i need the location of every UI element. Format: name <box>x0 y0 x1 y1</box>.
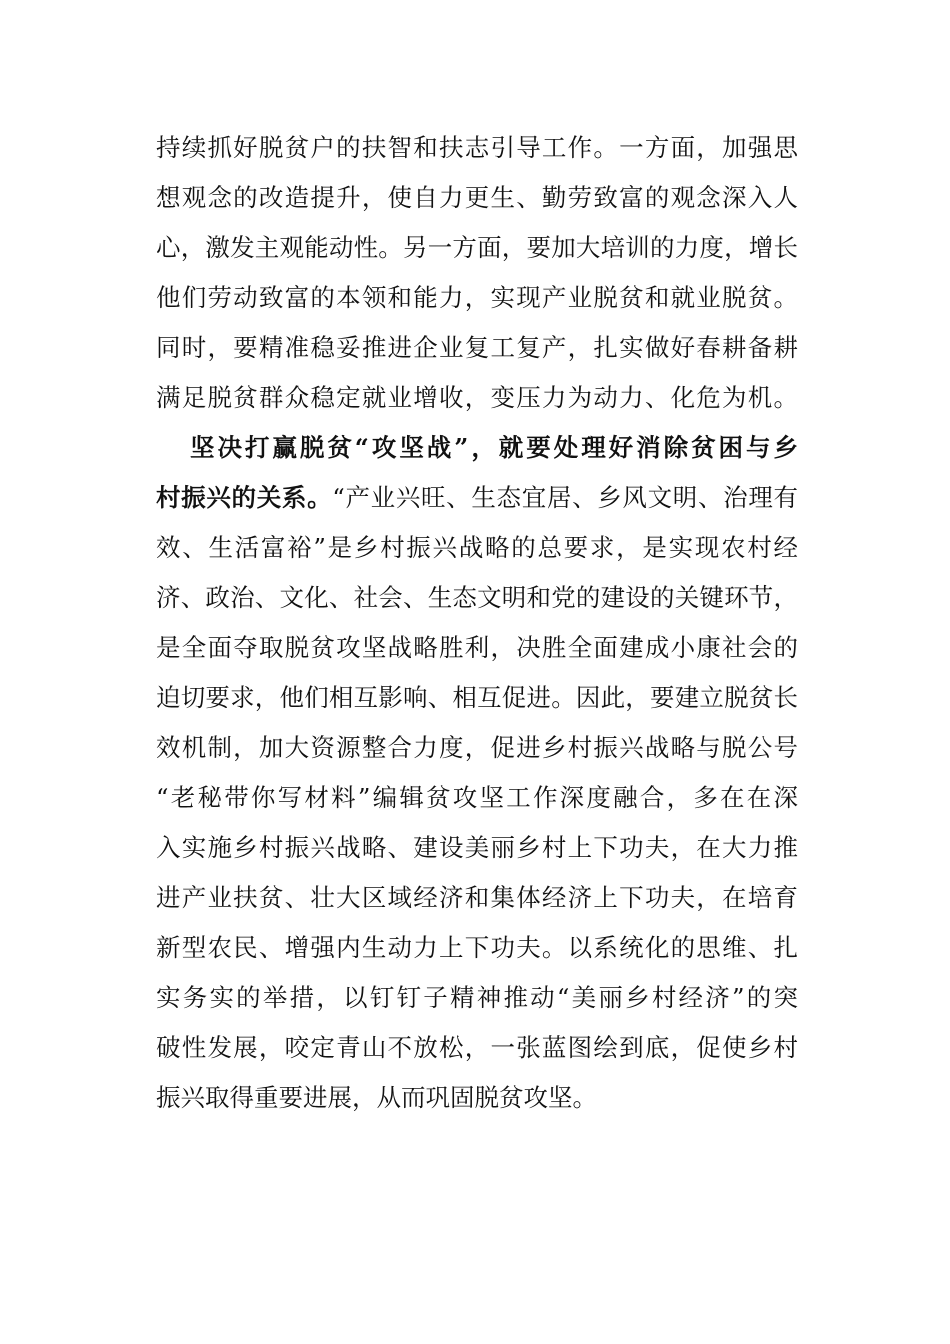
paragraph-line: 进产业扶贫、壮大区域经济和集体经济上下功夫，在培育 <box>156 883 798 912</box>
paragraph-line: 入实施乡村振兴战略、建设美丽乡村上下功夫，在大力推 <box>156 833 798 862</box>
paragraph-line: 心，激发主观能动性。另一方面，要加大培训的力度，增长 <box>156 233 798 262</box>
paragraph-line: 效、生活富裕”是乡村振兴战略的总要求，是实现农村经 <box>156 533 798 562</box>
paragraph-line: 想观念的改造提升，使自力更生、勤劳致富的观念深入人 <box>156 183 798 212</box>
paragraph-line: 实务实的举措，以钉钉子精神推动“美丽乡村经济”的突 <box>156 983 798 1012</box>
paragraph-line: 振兴取得重要进展，从而巩固脱贫攻坚。 <box>156 1083 597 1112</box>
paragraph-line-mixed <box>156 473 798 523</box>
paragraph-line: 迫切要求，他们相互影响、相互促进。因此，要建立脱贫长 <box>156 683 798 712</box>
body-text <box>156 123 798 1123</box>
paragraph-line: 新型农民、增强内生动力上下功夫。以系统化的思维、扎 <box>156 933 798 962</box>
paragraph-line: “老秘带你写材料”编辑贫攻坚工作深度融合，多在在深 <box>156 783 798 812</box>
paragraph-line: 效机制，加大资源整合力度，促进乡村振兴战略与脱公号 <box>156 733 798 762</box>
paragraph-line: 济、政治、文化、社会、生态文明和党的建设的关键环节， <box>156 583 798 612</box>
paragraph-heading-end: 村振兴的关系。 <box>156 483 333 512</box>
paragraph-line: 同时，要精准稳妥推进企业复工复产，扎实做好春耕备耕 <box>156 333 798 362</box>
paragraph-line: 破性发展，咬定青山不放松，一张蓝图绘到底，促使乡村 <box>156 1033 798 1062</box>
paragraph-line: 他们劳动致富的本领和能力，实现产业脱贫和就业脱贫。 <box>156 283 798 312</box>
paragraph-line-rest: “产业兴旺、生态宜居、乡风文明、治理有 <box>332 483 798 512</box>
paragraph-heading-line: 坚决打赢脱贫“攻坚战”，就要处理好消除贫困与乡 <box>190 433 798 462</box>
paragraph-line: 是全面夺取脱贫攻坚战略胜利，决胜全面建成小康社会的 <box>156 633 798 662</box>
paragraph-2 <box>156 423 798 1123</box>
paragraph-line: 持续抓好脱贫户的扶智和扶志引导工作。一方面，加强思 <box>156 133 798 162</box>
paragraph-1 <box>156 123 798 423</box>
paragraph-line: 满足脱贫群众稳定就业增收，变压力为动力、化危为机。 <box>156 383 798 412</box>
